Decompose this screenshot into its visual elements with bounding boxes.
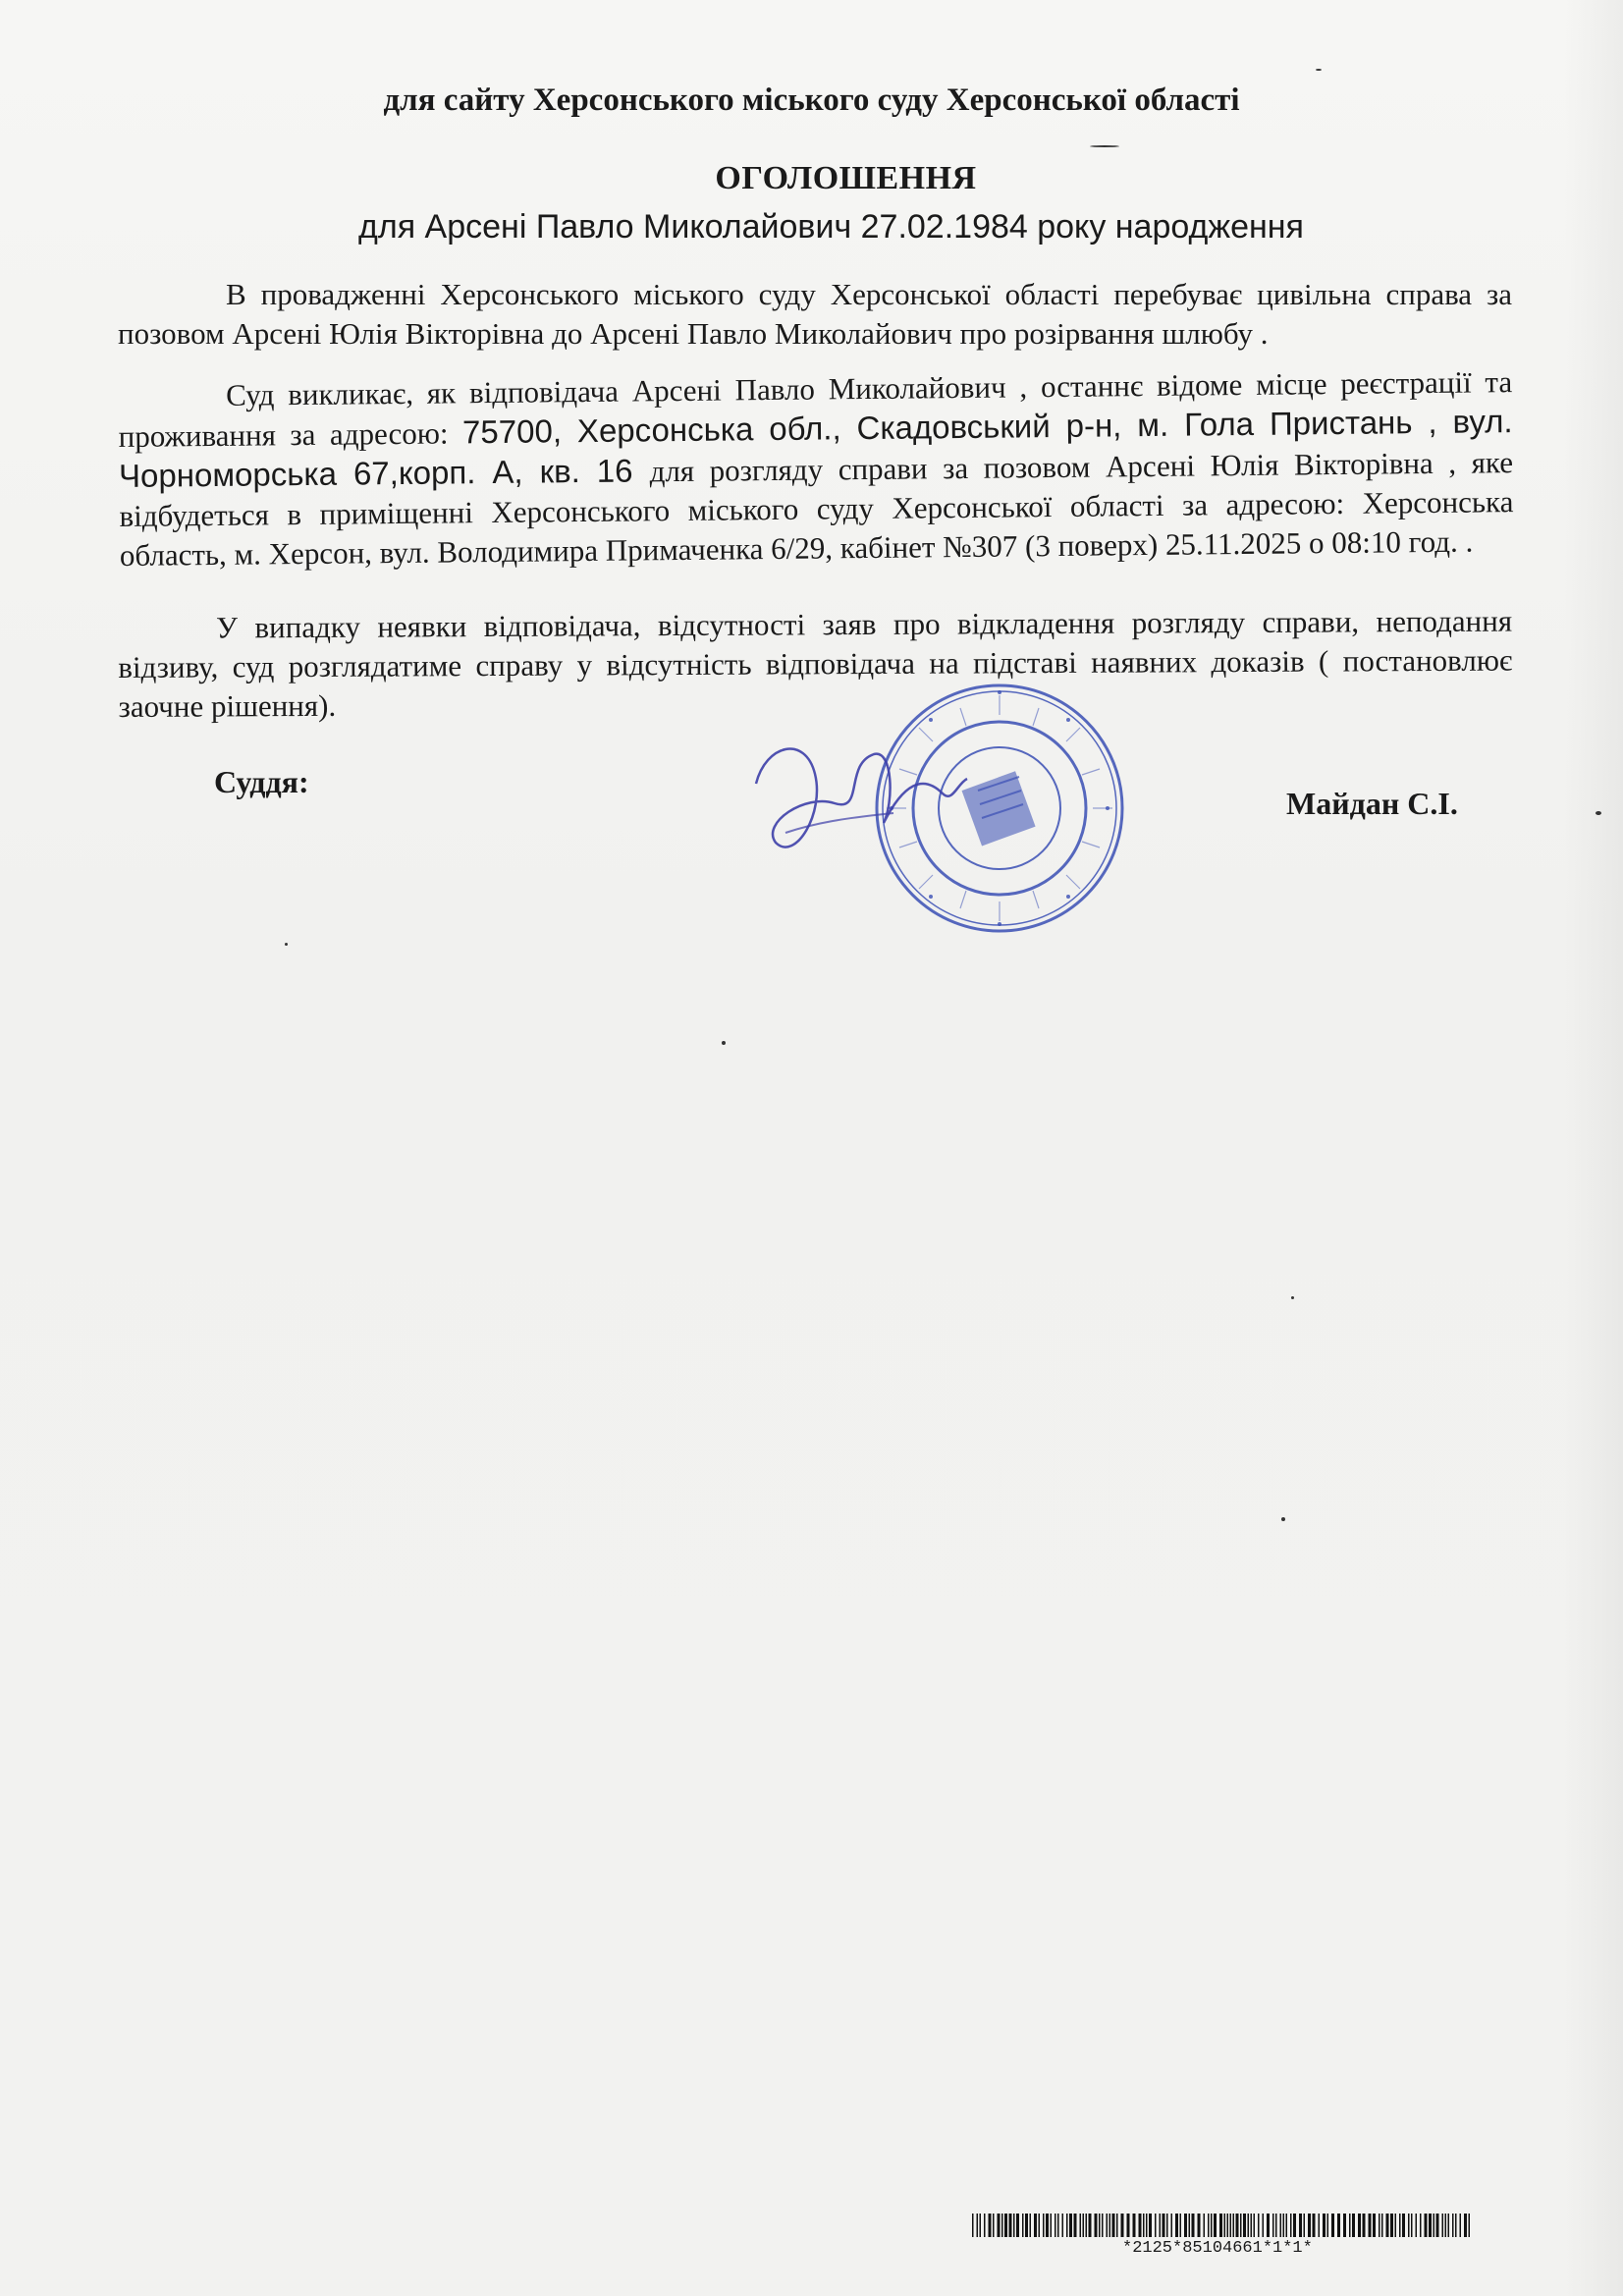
judge-label: Суддя: (214, 764, 309, 799)
scan-speck (722, 1041, 726, 1045)
summons-address: 75700, Херсонська обл., Скадовський р-н, м. Гола Пристань , вул. Чорноморська 67,корп. А, кв. 16 (118, 403, 1513, 494)
barcode-number: *2125*85104661*1*1* (1122, 2239, 1313, 2258)
scan-speck (1596, 811, 1601, 815)
barcode-bar (1275, 2214, 1277, 2237)
scan-edge-shadow (1564, 0, 1623, 2296)
barcode-bar (1025, 2214, 1028, 2237)
barcode-bar (1267, 2214, 1270, 2237)
barcode-bar (1127, 2214, 1130, 2237)
barcode (972, 2214, 1473, 2237)
barcode-bar (1230, 2214, 1232, 2237)
barcode-bar (1184, 2214, 1187, 2237)
document-header: для сайту Херсонського міського суду Херсонської області (383, 82, 1240, 118)
barcode-bar (1001, 2214, 1003, 2237)
barcode-bar (1399, 2214, 1401, 2237)
barcode-bar (1208, 2214, 1210, 2237)
barcode-bar (1308, 2214, 1311, 2237)
barcode-bar (1263, 2214, 1265, 2237)
barcode-bar (1149, 2214, 1152, 2237)
barcode-bar (1080, 2214, 1082, 2237)
barcode-bar (1434, 2214, 1435, 2237)
barcode-bar (1379, 2214, 1380, 2237)
summons-text-end: для розгляду справи за позовом Арсені Юлія Вікторівна , яке відбудеться в приміщенні Херсонського міського суду Херсонської області за адресою: Херсонська область, м. Херсон, вул. Володимира Примаченка 6/29, кабінет №307 (3 поверх) 25.11.2025 о 08:10 год. . (119, 445, 1514, 573)
barcode-bar (972, 2214, 974, 2237)
barcode-bar (1095, 2214, 1098, 2237)
barcode-bar (1272, 2214, 1274, 2237)
reverse-side-show-through (108, 835, 1502, 1385)
scan-speck (1291, 1296, 1294, 1299)
barcode-bar (1175, 2214, 1178, 2237)
barcode-bar (1258, 2214, 1260, 2237)
barcode-bar (1016, 2214, 1019, 2237)
barcode-bar (1009, 2214, 1012, 2237)
barcode-bar (1373, 2214, 1376, 2237)
judge-signature (746, 725, 972, 872)
barcode-bar (1139, 2214, 1142, 2237)
barcode-bar (1243, 2214, 1246, 2237)
barcode-bar (1248, 2214, 1250, 2237)
barcode-bar (1381, 2214, 1383, 2237)
barcode-bar (1283, 2214, 1285, 2237)
barcode-bar (1155, 2214, 1157, 2237)
barcode-bar (1102, 2214, 1104, 2237)
barcode-bar (1464, 2214, 1467, 2237)
barcode-bar (1069, 2214, 1072, 2237)
barcode-bar (998, 2214, 1001, 2237)
barcode-bar (984, 2214, 986, 2237)
barcode-bar (1408, 2214, 1410, 2237)
barcode-bar (1254, 2214, 1256, 2237)
barcode-bar (1304, 2214, 1306, 2237)
barcode-bar (1171, 2214, 1173, 2237)
barcode-bar (1240, 2214, 1242, 2237)
barcode-bar (1062, 2214, 1064, 2237)
barcode-bar (1051, 2214, 1053, 2237)
barcode-bar (1214, 2214, 1217, 2237)
barcode-bar (1445, 2214, 1447, 2237)
barcode-bar (1083, 2214, 1085, 2237)
barcode-bar (1416, 2214, 1418, 2237)
barcode-bar (1034, 2214, 1037, 2237)
barcode-bar (1163, 2214, 1165, 2237)
barcode-bar (1323, 2214, 1325, 2237)
barcode-bar (1402, 2214, 1405, 2237)
barcode-bar (1369, 2214, 1372, 2237)
document-title: ОГОЛОШЕННЯ (715, 160, 977, 196)
barcode-bar (1436, 2214, 1439, 2237)
barcode-bar (1204, 2214, 1206, 2237)
barcode-bar (1146, 2214, 1148, 2237)
scan-speck (1090, 145, 1119, 147)
addressee-line: для Арсені Павло Миколайович 27.02.1984 року народження (358, 208, 1304, 246)
summons-text-start: Суд викликає, як відповідача Арсені Павло Миколайович , останнє відоме місце реєстрації та проживання за адресою: (118, 364, 1513, 454)
judge-name: Майдан С.І. (1286, 786, 1458, 821)
barcode-bar (977, 2214, 979, 2237)
barcode-bar (1211, 2214, 1213, 2237)
barcode-bar (1425, 2214, 1428, 2237)
barcode-bar (1390, 2214, 1393, 2237)
barcode-bar (1280, 2214, 1282, 2237)
scan-speck (1316, 69, 1322, 71)
barcode-bar (1363, 2214, 1366, 2237)
barcode-bar (1319, 2214, 1321, 2237)
barcode-bar (1107, 2214, 1109, 2237)
barcode-bar (1074, 2214, 1077, 2237)
barcode-bar (1099, 2214, 1101, 2237)
scan-speck (1281, 1517, 1285, 1521)
barcode-bar (1066, 2214, 1068, 2237)
barcode-bar (1286, 2214, 1288, 2237)
barcode-bar (1055, 2214, 1056, 2237)
barcode-bar (1411, 2214, 1413, 2237)
barcode-bar (1469, 2214, 1471, 2237)
barcode-bar (1227, 2214, 1229, 2237)
barcode-bar (1109, 2214, 1111, 2237)
barcode-bar (1337, 2214, 1340, 2237)
barcode-bar (1251, 2214, 1253, 2237)
barcode-bar (1448, 2214, 1450, 2237)
barcode-bar (1219, 2214, 1222, 2237)
barcode-bar (1030, 2214, 1032, 2237)
scan-speck (285, 943, 288, 946)
barcode-bar (1349, 2214, 1351, 2237)
barcode-bar (1039, 2214, 1041, 2237)
barcode-bar (1224, 2214, 1226, 2237)
barcode-bar (1460, 2214, 1462, 2237)
barcode-bar (1004, 2214, 1007, 2237)
barcode-bar (989, 2214, 992, 2237)
barcode-bar (1166, 2214, 1168, 2237)
barcode-bar (1331, 2214, 1334, 2237)
barcode-bar (1452, 2214, 1454, 2237)
paragraph-absence-warning: У випадку неявки відповідача, відсутності заяв про відкладення розгляду справи, неподання відзиву, суд розглядатиме справу у відсутність відповідача на підставі наявних доказів ( постановлює заочне рішення). (118, 603, 1513, 724)
barcode-bar (1327, 2214, 1329, 2237)
barcode-bar (1343, 2214, 1346, 2237)
barcode-bar (1143, 2214, 1145, 2237)
barcode-bar (1313, 2214, 1316, 2237)
barcode-bar (1057, 2214, 1059, 2237)
barcode-bar (1160, 2214, 1162, 2237)
barcode-bar (1395, 2214, 1397, 2237)
barcode-bar (1046, 2214, 1049, 2237)
barcode-bar (1133, 2214, 1136, 2237)
barcode-bar (1022, 2214, 1024, 2237)
barcode-bar (980, 2214, 982, 2237)
paragraph-summons (118, 362, 1514, 575)
barcode-bar (1089, 2214, 1092, 2237)
barcode-bar (993, 2214, 995, 2237)
barcode-bar (1189, 2214, 1191, 2237)
barcode-bar (1180, 2214, 1182, 2237)
barcode-bar (1198, 2214, 1201, 2237)
barcode-bar (1013, 2214, 1015, 2237)
barcode-bar (1192, 2214, 1195, 2237)
paragraph-proceedings: В провадженні Херсонського міського суду Херсонської області перебуває цивільна справа за позовом Арсені Юлія Вікторівна до Арсені Павло Миколайович про розірвання шлюбу . (118, 277, 1512, 351)
barcode-bar (1236, 2214, 1239, 2237)
barcode-bar (1112, 2214, 1115, 2237)
barcode-bar (1352, 2214, 1355, 2237)
barcode-bar (1386, 2214, 1389, 2237)
barcode-bar (1442, 2214, 1444, 2237)
barcode-bar (1043, 2214, 1045, 2237)
barcode-bar (1116, 2214, 1118, 2237)
barcode-bar (1086, 2214, 1088, 2237)
barcode-bar (1429, 2214, 1432, 2237)
barcode-bar (1293, 2214, 1296, 2237)
barcode-bar (1358, 2214, 1361, 2237)
barcode-bar (1290, 2214, 1292, 2237)
barcode-bar (1455, 2214, 1457, 2237)
barcode-bar (1299, 2214, 1302, 2237)
barcode-bar (1420, 2214, 1422, 2237)
barcode-bar (1121, 2214, 1124, 2237)
barcode-bar (1233, 2214, 1235, 2237)
